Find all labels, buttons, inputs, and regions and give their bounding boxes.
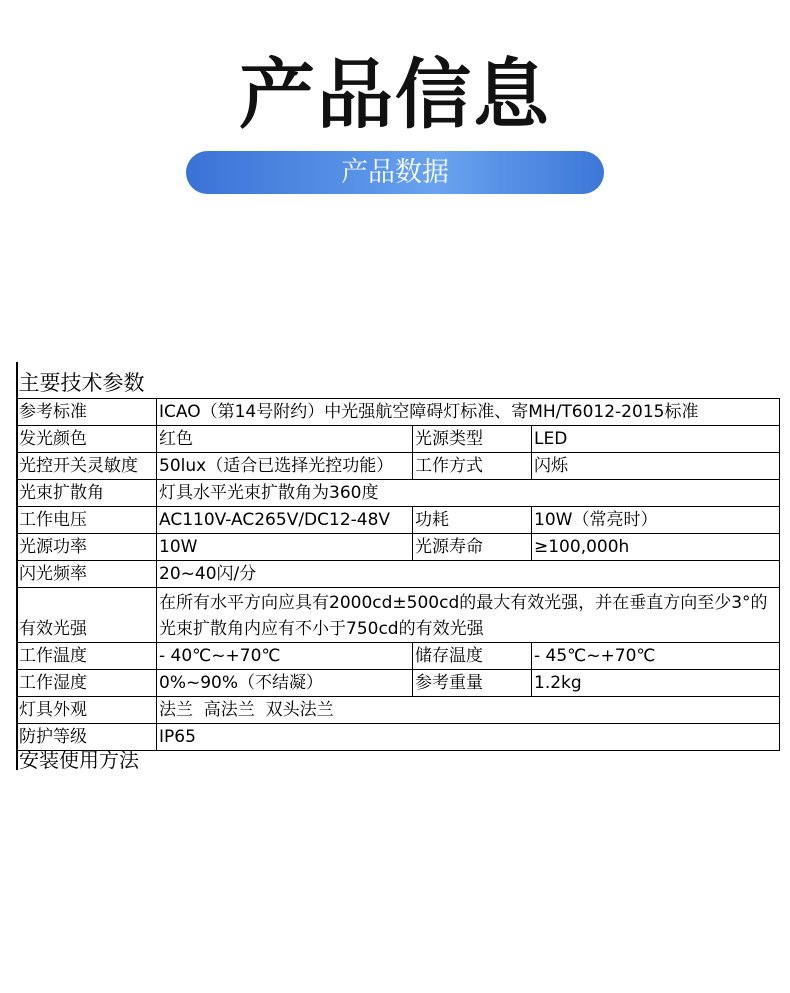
table-row (17, 643, 780, 670)
row-value: 0%~90%（不结凝） (157, 670, 413, 697)
row-label: 光源功率 (17, 534, 157, 561)
row-value: AC110V-AC265V/DC12-48V (157, 507, 413, 534)
table-row (17, 534, 780, 561)
row-label: 防护等级 (17, 724, 157, 751)
table-row (17, 453, 780, 480)
row-label-2: 工作方式 (413, 453, 532, 480)
table-row (17, 724, 780, 751)
next-section-heading-clipped: 安装使用方法 (19, 748, 139, 772)
row-value: 法兰 高法兰 双头法兰 (157, 697, 780, 724)
table-row (17, 561, 780, 588)
row-value-2: ≥100,000h (532, 534, 780, 561)
row-label-2: 光源类型 (413, 426, 532, 453)
table-row (17, 588, 780, 643)
spec-table (16, 362, 780, 751)
row-value: ICAO（第14号附约）中光强航空障碍灯标准、寄MH/T6012-2015标准 (157, 399, 780, 426)
row-value-2: 10W（常亮时） (532, 507, 780, 534)
row-value: IP65 (157, 724, 780, 751)
table-heading-row (17, 362, 780, 399)
row-label: 参考标准 (17, 399, 157, 426)
row-label-2: 功耗 (413, 507, 532, 534)
row-label: 灯具外观 (17, 697, 157, 724)
row-value: 灯具水平光束扩散角为360度 (157, 480, 780, 507)
spec-table-container (16, 362, 779, 751)
row-value: - 40℃~+70℃ (157, 643, 413, 670)
row-label: 有效光强 (17, 588, 157, 643)
row-value-2: 1.2kg (532, 670, 780, 697)
row-label-2: 光源寿命 (413, 534, 532, 561)
table-row (17, 697, 780, 724)
row-value: 20~40闪/分 (157, 561, 780, 588)
table-row (17, 480, 780, 507)
row-value: 红色 (157, 426, 413, 453)
row-label: 光束扩散角 (17, 480, 157, 507)
row-value-2: 闪烁 (532, 453, 780, 480)
row-label: 发光颜色 (17, 426, 157, 453)
row-value: 10W (157, 534, 413, 561)
row-label: 工作电压 (17, 507, 157, 534)
table-row (17, 399, 780, 426)
table-row (17, 507, 780, 534)
table-row (17, 670, 780, 697)
section-banner: 产品数据 (186, 151, 604, 194)
table-row (17, 426, 780, 453)
row-value-2: LED (532, 426, 780, 453)
row-label: 工作湿度 (17, 670, 157, 697)
row-label: 闪光频率 (17, 561, 157, 588)
row-label: 光控开关灵敏度 (17, 453, 157, 480)
row-value: 50lux（适合已选择光控功能） (157, 453, 413, 480)
row-label: 工作温度 (17, 643, 157, 670)
row-value-2: - 45℃~+70℃ (532, 643, 780, 670)
page-title: 产品信息 (239, 50, 551, 139)
row-label-2: 储存温度 (413, 643, 532, 670)
row-value: 在所有水平方向应具有2000cd±500cd的最大有效光强，并在垂直方向至少3°的光束扩散角内应有不小于750cd的有效光强 (157, 588, 780, 643)
table-heading: 主要技术参数 (17, 362, 780, 399)
row-label-2: 参考重量 (413, 670, 532, 697)
